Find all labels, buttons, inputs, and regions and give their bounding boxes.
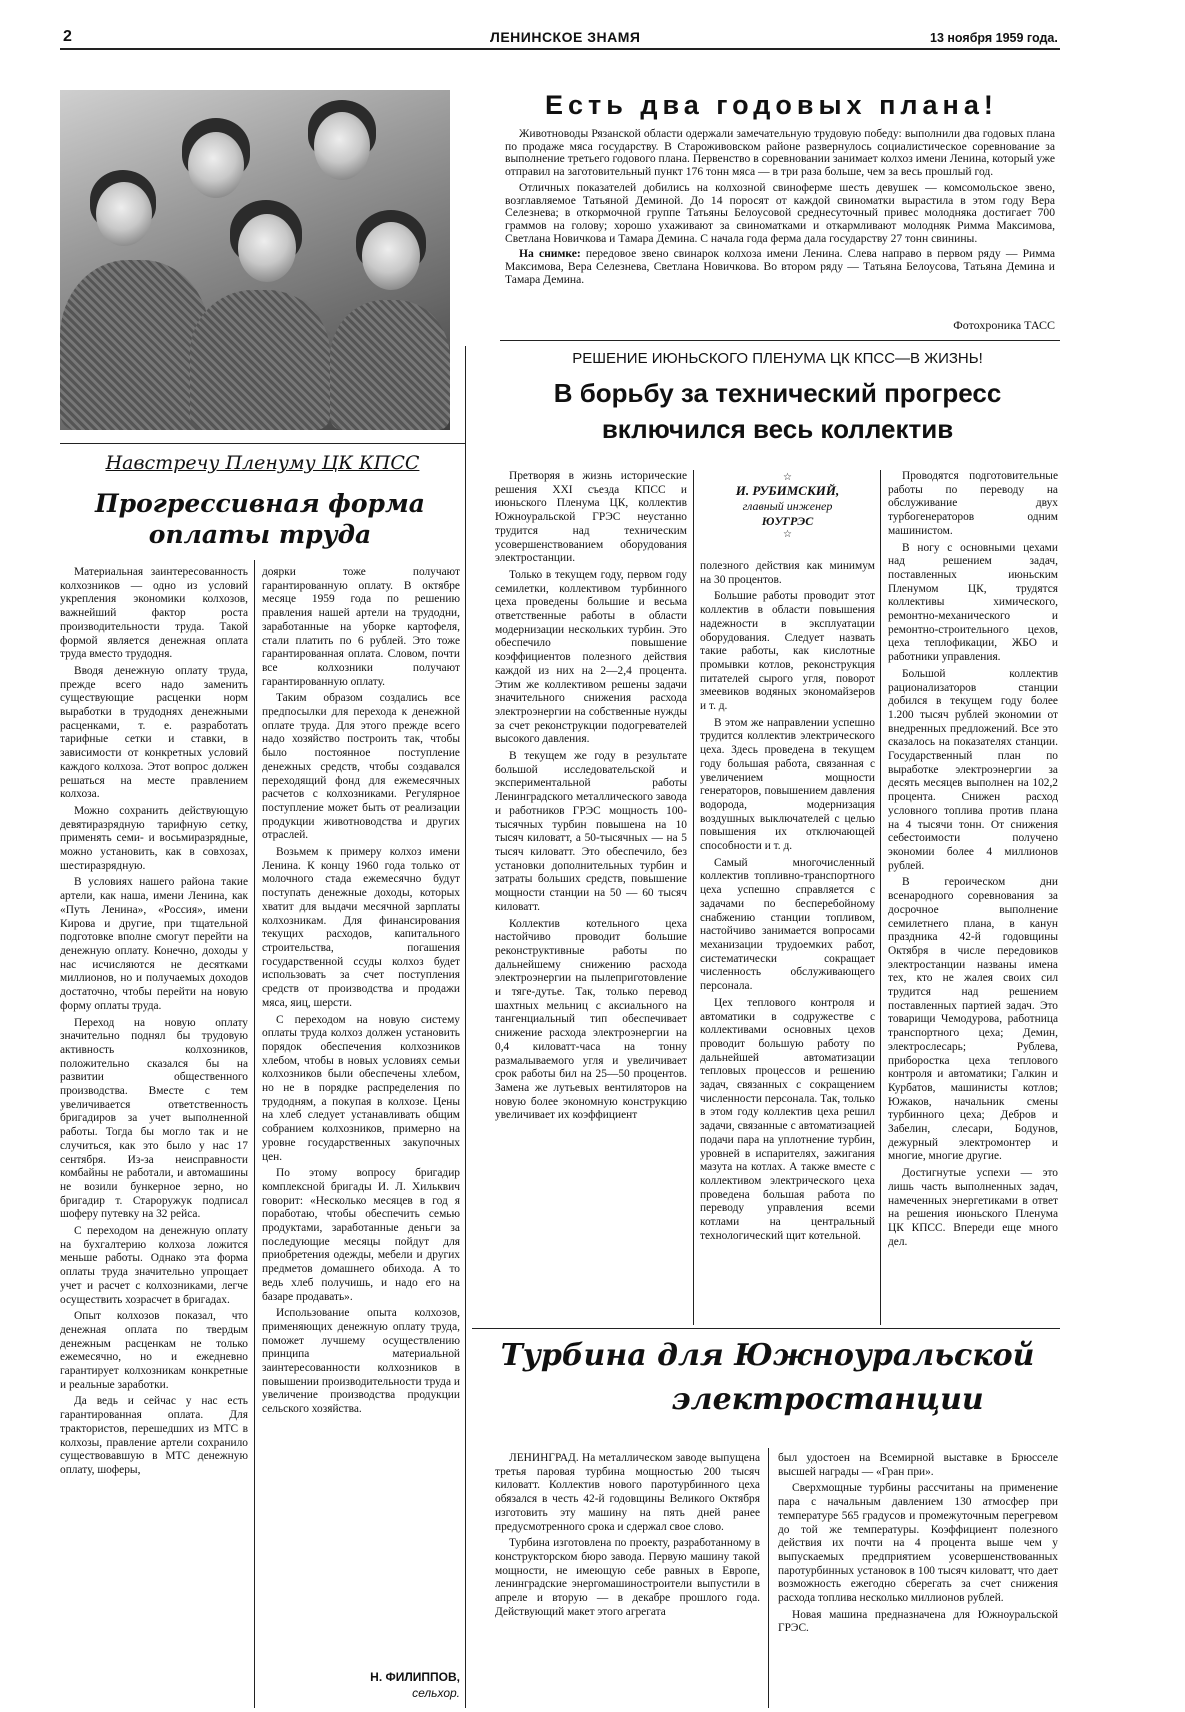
right-article-paragraph: Самый многочисленный коллектив топливно-транспортного цеха успешно справляется с задачами по бесперебойному снабжению станции топливом, настойчиво занимается вопросами механизации трудоемких работ, систематически сокращает численность обслуживающего персонала.	[700, 856, 875, 993]
left-article-kicker: Навстречу Пленуму ЦК КПСС	[105, 452, 420, 474]
bottom-article-paragraph: был удостоен на Всемирной выставке в Брюсселе высшей награды — «Гран при».	[778, 1452, 1058, 1478]
left-top-rule	[60, 443, 465, 444]
left-article-column-1	[60, 566, 248, 1481]
bottom-section-rule	[472, 1328, 1060, 1329]
right-article-paragraph: Претворяя в жизнь исторические решения XXI съезда КПСС и июньского Пленума ЦК, коллектив Южноуральской ГРЭС неустанно трудится над техническим усовершенствованием оборудования электростанции.	[495, 470, 687, 565]
right-article-column-3	[888, 470, 1058, 1252]
column-rule-left	[465, 346, 466, 1708]
left-article-paragraph: В условиях нашего района такие артели, как наша, имени Ленина, как «Путь Ленина», «Россия», имени Кирова и другие, при тщательной подготовке вполне смогут перейти на денежную оплату. Конечно, доходы у нас исчисляются не десятками миллионов, но и получаемых доходов достаточно, чтобы перейти на новую форму оплаты труда.	[60, 876, 248, 1012]
left-article-paragraph: доярки тоже получают гарантированную оплату. В октябре месяце 1959 года по решению правления нашей артели на трудодни, заработанные на уборке картофеля, стали платить по 6 рублей. Это тоже гарантированная оплата. Словом, почти все колхозники получают гарантированную оплату.	[262, 566, 460, 688]
right-article-paragraph: В этом же направлении успешно трудится коллектив электрического цеха. Здесь проведена в текущем году большая работа, связанная с увеличением мощности генераторов, повышением давления водорода, модернизация воздушных выключателей с целью повышения их отключающей способности и т. д.	[700, 716, 875, 853]
right-article-title-line-2: включился весь коллектив	[601, 414, 954, 444]
caption-label: На снимке:	[519, 247, 581, 261]
left-article-paragraph: Возьмем к примеру колхоз имени Ленина. К концу 1960 года только от молочного стада ежемесячно будут поступать денежные доходы, которых хватит для выдачи месячной зарплаты колхозникам. Для финансирования текущих расходов, капитального строительства, погашения государственной ссуды колхоз будет использовать за счет поступления средств от производства и продажи мяса, яиц, шерсти.	[262, 846, 460, 1009]
top-story-paragraph: Животноводы Рязанской области одержали замечательную трудовую победу: выполнили два годовых плана по продаже мяса государству. В Староживовском районе развернулось социалистическое соревнование за выполнение третьего годового плана. Первенство в соревновании занимает колхоз имени Ленина, который уже отправил на заготовительный пункт 176 тонн мяса — в три раза больше, чем за весь прошлый год.	[505, 127, 1055, 179]
column-rule-right-2	[880, 470, 881, 1325]
left-article-paragraph: Можно сохранить действующую девятиразрядную тарифную сетку, применять семи- и восьмиразрядные, можно установить, как в совхозах, шестиразрядную.	[60, 804, 248, 872]
right-article-paragraph: Большие работы проводит этот коллектив в области повышения надежности в эксплуатации оборудования. Следует назвать такие работы, как кислотные промывки котлов, реконструкция питателей сырого угля, поворот змеевиков водяных экономайзеров и т. д.	[700, 590, 875, 713]
left-article-paragraph: Вводя денежную оплату труда, прежде всего надо заменить существующие расценки норм выработки в трудоднях денежными расценками, т. е. разработать тарифные сетки и ставки, в зависимости от конкретных условий каждого колхоза. Этот вопрос должен решаться на месте правлением колхоза.	[60, 664, 248, 801]
top-story-title: Есть два годовых плана!	[545, 90, 998, 120]
left-article-paragraph: Переход на новую оплату значительно поднял бы трудовую активность колхозников, положительно сказался бы на развитии общественного производства. Вместе с тем увеличивается ответственность бригадиров за учет выполненной работы. Тогда бы могло так и не случиться, как это было у нас 17 сентября. Из-за неисправности комбайны не работали, и автомашины не возили бункерное зерно, но бригадир т. Староружук подписал шоферу путевку на 32 рейса.	[60, 1016, 248, 1221]
left-article-paragraph: Опыт колхозов показал, что денежная оплата по твердым денежным расценкам не только ежемесячно, но и ежедневно гарантирует колхозникам конкретные и реальные заработки.	[60, 1310, 248, 1391]
left-article-paragraph: По этому вопросу бригадир комплексной бригады И. Л. Хильквич говорит: «Несколько месяцев в год я поработаю, чтобы обеспечить семью продуктами, заработанные деньги за последующие месяцы пойдут для приобретения одежды, мебели и других предметов домашнего обихода. А то ведь хлеб получишь, и надо его на базаре продавать».	[262, 1167, 460, 1303]
bottom-article-paragraph: Турбина изготовлена по проекту, разработанному в конструкторском бюро завода. Первую машину такой мощности, не имеющую себе равных в Европе, ленинградские энергомашиностроители выпустили в апреле и вторую — в декабре прошлого года. Действующий макет этого агрегата	[495, 1537, 760, 1618]
bottom-article-title-line-1: Турбина для Южноуральской	[500, 1338, 1035, 1373]
issue-date: 13 ноября 1959 года.	[930, 31, 1058, 45]
left-article-title: Прогрессивная форма оплаты труда	[95, 489, 425, 549]
author-name: И. РУБИМСКИЙ,	[735, 483, 840, 498]
bottom-article-column-1	[495, 1452, 760, 1622]
ornament-star-icon: ☆	[783, 529, 792, 540]
left-article-paragraph: Материальная заинтересованность колхозников — одно из условий укрепления экономики колхозов, важнейший фактор роста производительности труда. Такой формой является денежная оплата труда вместо трудодня.	[60, 566, 248, 661]
author-organization: ЮУГРЭС	[761, 514, 814, 528]
bottom-article-title-line-2: электростанции	[671, 1382, 984, 1417]
author-role: главный инженер	[742, 499, 833, 513]
left-article-paragraph: С переходом на денежную оплату на бухгалтерию колхоза ложится меньше работы. Однако эта форма оплаты труда значительно упрощает учет и расчет с колхозниками, легче осуществить хозрасчет в бригадах.	[60, 1225, 248, 1306]
right-article-paragraph: Большой коллектив рационализаторов станции добился в текущем году более 1.200 тысяч рублей экономии от внедренных предложений. Все это сказалось на показателях станции. Государственный план по выработке электроэнергии за десять месяцев выполнен на 102,2 процента. Снижен расход условного топлива против плана на 4 тысячи тонн. От снижения себестоимости получено экономии более 4 миллионов рублей.	[888, 667, 1058, 872]
right-article-title-line-1: В борьбу за технический прогресс	[553, 378, 1002, 408]
left-article-column-2	[262, 566, 460, 1420]
column-rule-inner-left	[254, 560, 255, 1708]
newspaper-name: ЛЕНИНСКОЕ ЗНАМЯ	[490, 29, 641, 45]
right-article-paragraph: В героическом дни всенародного соревнования за досрочное выполнение семилетнего плана, в канун праздника 42-й годовщины Октября в числе передовиков электростанции названы имена тех, кто не жалея своих сил трудится над решением поставленных партией задач. Это товарищи Чемодурова, работница транспортного цеха; Демин, электрослесарь; Рублева, приборостка цеха теплового контроля и автоматики; Галкин и Курбатов, машинисты котлов; Южаков, начальник смены турбинного цеха; Дебров и Забелин, слесари, Бодунов, дежурный электромонтер и многие, многие другие.	[888, 876, 1058, 1163]
ornament-star-icon: ☆	[783, 472, 792, 483]
photo-caption	[505, 248, 1055, 286]
page-number: 2	[63, 28, 72, 45]
right-article-paragraph: Только в текущем году, первом году семилетки, коллективом турбинного цеха проведены большие и весьма ответственные работы в области модернизации нескольких турбин. Это обеспечило повышение коэффициентов полезного действия каждой из них на 2—2,4 процента. Этим же коллективом решены задачи значительного снижения расхода электроэнергии на собственные нужды за счет реконструкции подогревателей высокого давления.	[495, 568, 687, 746]
left-article-paragraph: Использование опыта колхозов, применяющих денежную оплату труда, поможет лучшему осуществлению принципа материальной заинтересованности колхозников в повышении производительности труда и увеличение производства продукции сельского хозяйства.	[262, 1307, 460, 1416]
news-photo	[60, 90, 450, 430]
right-article-paragraph: полезного действия как минимум на 30 процентов.	[700, 560, 875, 586]
left-article-paragraph: Да ведь и сейчас у нас есть гарантированная оплата. Для трактористов, перешедших из МТС в колхозы, правление артели сохранило существовавшую в МТС денежную оплату, шоферы,	[60, 1395, 248, 1476]
right-article-paragraph: Коллектив котельного цеха настойчиво проводит большие реконструктивные работы по дальнейшему снижению расхода электроэнергии на пылеприготовление и тяге-дутье. Так, только перевод шахтных мельниц с аксиального на тангенциальный тип обеспечивает снижение расхода электроэнергии на 0,4 киловатт-часа на тонну размалываемого угля и увеличивает срок работы бил на 25—50 процентов. Замена же лутьевых вентиляторов на новую более экономную конструкцию увеличивает их коэффициент	[495, 917, 687, 1122]
bottom-article-paragraph: ЛЕНИНГРАД. На металлическом заводе выпущена третья паровая турбина мощностью 200 тысяч киловатт. Коллектив нового паротурбинного цеха обязался в честь 42-й годовщины Великого Октября изготовить эту машину на пять дней ранее предусмотренного срока и сдержал свое слово.	[495, 1452, 760, 1533]
left-article-paragraph: Таким образом создались все предпосылки для перехода к денежной оплате труда. Для этого прежде всего надо хозяйство построить так, чтобы было постоянное поступление денежных средств, чтобы создавался переходящий фонд для ежемесячных расчетов с колхозниками. Регулярное поступление может быть от реализации продукции животноводства и других отраслей.	[262, 692, 460, 842]
right-article-paragraph: Достигнутые успехи — это лишь часть выполненных задач, намеченных энергетиками в ответ на решения июньского Пленума ЦК КПСС. Впереди еще много дел.	[888, 1167, 1058, 1248]
column-rule-bottom	[768, 1448, 769, 1708]
right-article-paragraph: Проводятся подготовительные работы по переводу на обслуживание двух турбогенераторов одним машинистом.	[888, 470, 1058, 537]
left-article-paragraph: С переходом на новую систему оплаты труда колхоз должен установить порядок обеспечения колхозников хлебом, чтобы в новых условиях семьи колхозников были обеспечены хлебом, но не в порядке распределения по трудодням, а покупая в колхозе. Цены на хлеб следует устанавливать общим собранием колхозников, примерно на уровне государственных закупочных цен.	[262, 1013, 460, 1163]
header-rule	[60, 48, 1060, 50]
right-article-column-1	[495, 470, 687, 1126]
left-article-signature-name: Н. ФИЛИППОВ,	[370, 1670, 460, 1684]
right-article-kicker: РЕШЕНИЕ ИЮНЬСКОГО ПЛЕНУМА ЦК КПСС—В ЖИЗНЬ!	[572, 350, 983, 367]
bottom-article-paragraph: Новая машина предназначена для Южноуральской ГРЭС.	[778, 1608, 1058, 1635]
photo-credit: Фотохроника ТАСС	[953, 318, 1055, 332]
column-rule-right-1	[693, 470, 694, 1325]
top-section-rule	[500, 340, 1060, 341]
right-article-column-2	[700, 560, 875, 1246]
right-article-paragraph: В ногу с основными цехами над решением задач, поставленных июньским Пленумом ЦК, трудятся коллективы химического, ремонтно-механического и ремонтно-строительного цехов, цеха теплофикации, ЖБО и работники управления.	[888, 541, 1058, 664]
bottom-article-paragraph: Сверхмощные турбины рассчитаны на применение пара с начальным давлением 130 атмосфер при температуре 565 градусов и промежуточным перегревом до той же температуры. Коэффициент полезного действия их почти на 4 процента выше чем у выпускаемых предприятием усовершенствованных паротурбинных установок в 100 тысяч киловатт, что дает возможность ежегодно сберегать за счет снижения расхода топлива несколько миллионов рублей.	[778, 1482, 1058, 1605]
caption-text: передовое звено свинарок колхоза имени Ленина. Слева направо в первом ряду — Римма Максимова, Вера Селезнева, Светлана Новичкова. Во втором ряду — Татьяна Белоусова, Татьяна Демина и Тамара Демина.	[505, 247, 1055, 286]
left-article-signature-role: сельхор.	[412, 1686, 460, 1700]
top-story-body	[505, 128, 1055, 289]
top-story-paragraph: Отличных показателей добились на колхозной свиноферме шесть девушек — комсомольское звено, возглавляемое Татьяной Деминой. До 14 поросят от каждой свиноматки вырастила в этом году Вера Селезнева; в откормочной группе Татьяны Белоусовой среднесуточный привес молодняка достигает 700 граммов на голову; хорошо ухаживают за свиноматками и откармливают молодняк Римма Максимова, Светлана Новичкова и Тамара Демина. С начала года ферма дала государству 27 тонн свинины.	[505, 180, 1055, 245]
bottom-article-column-2	[778, 1452, 1058, 1639]
right-article-paragraph: Цех теплового контроля и автоматики в содружестве с коллективами основных цехов проводит большую работу по дальнейшей автоматизации тепловых процессов и решению задач, связанных с сокращением численности персонала. Так, только в этом году коллектив цеха решил задачи, связанные с автоматизацией подачи пара на уплотнение турбин, уровней в испарителях, зажигания мазута на котлах. А также вместе с коллективом электрического цеха проведена большая работа по переводу управления всеми котлами на центральный технологический щит котельной.	[700, 996, 875, 1242]
right-article-paragraph: В текущем же году в результате большой исследовательской и экспериментальной работы Ленинградского металлического завода и работников ГРЭС мощность 100-тысячных турбин повышена на 10 тысяч киловатт, а 50-тысячных — на 5 тысяч киловатт. Это обеспечило, без установки дополнительных турбин и затраты больших средств, повышение мощности станции на 50 — 60 тысяч киловатт.	[495, 750, 687, 913]
author-block	[700, 472, 875, 540]
